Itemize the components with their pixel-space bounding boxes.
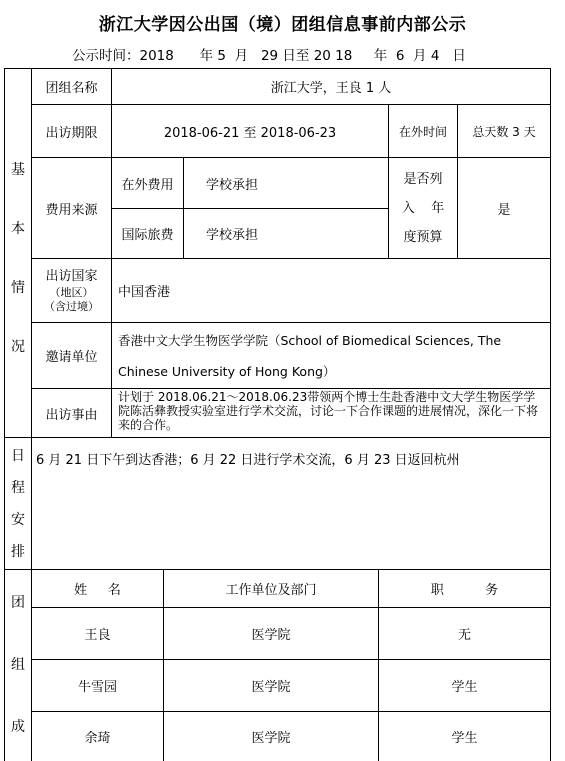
intl-travel-value: 学校承担 [206,228,259,243]
group-name-label: 团组名称 [45,81,98,96]
member-name: 王良 [84,628,111,643]
member-position: 学生 [451,680,478,695]
abroad-cost-value: 学校承担 [206,177,259,193]
member-header-name: 姓 名 [74,583,121,598]
inviter-label: 邀请单位 [45,350,98,365]
member-name: 余琦 [84,731,111,746]
abroad-time-value: 总天数 3 天 [472,124,536,139]
abroad-cost-label: 在外费用 [121,177,174,193]
member-unit: 医学院 [251,731,291,746]
funding-label: 费用来源 [45,202,98,218]
budget-value: 是 [497,202,511,218]
country-value: 中国香港 [118,285,171,300]
purpose-value: 计划于 2018.06.21～2018.06.23带领两个博士生赴香港中文大学生物医学学院陈活彝教授实验室进行学术交流，讨论一下合作课题的进展情况，深化一下将来的合作。 [118,390,539,432]
member-unit: 医学院 [251,680,291,695]
visit-period-label: 出访期限 [45,125,98,141]
purpose-label: 出访事由 [45,407,98,423]
section-members-label: 团 组 成 [11,595,25,735]
member-position: 学生 [451,731,478,746]
group-name-value: 浙江大学，王良 1 人 [270,81,392,96]
intl-travel-label: 国际旅费 [121,228,174,243]
abroad-time-label: 在外时间 [398,124,447,139]
schedule-text: 6 月 21 日下午到达香港；6 月 22 日进行学术交流，6 月 23 日返回杭州 [36,452,460,468]
member-position: 无 [457,628,471,643]
member-header-unit: 工作单位及部门 [225,583,317,598]
notice-time: 公示时间：2018 年 5 月 29 日至 20 18 年 6 月 4 日 [72,48,466,64]
member-name: 牛雪园 [77,680,117,695]
section-basic-label: 基 本 情 况 [11,161,25,355]
country-label: 出访国家 （地区） （含过境） [44,268,99,313]
inviter-value: 香港中文大学生物医学学院（School of Biomedical Sciences, The Chinese University of Hong Kong） [118,332,502,379]
member-header-position: 职 务 [430,583,499,598]
section-schedule-label: 日 程 安 排 [11,448,25,560]
page-title: 浙江大学因公出国（境）团组信息事前内部公示 [98,15,467,35]
member-unit: 医学院 [251,628,291,643]
budget-label: 是否列 入 年 度预算 [401,171,445,245]
visit-period-value: 2018-06-21 至 2018-06-23 [163,125,337,141]
